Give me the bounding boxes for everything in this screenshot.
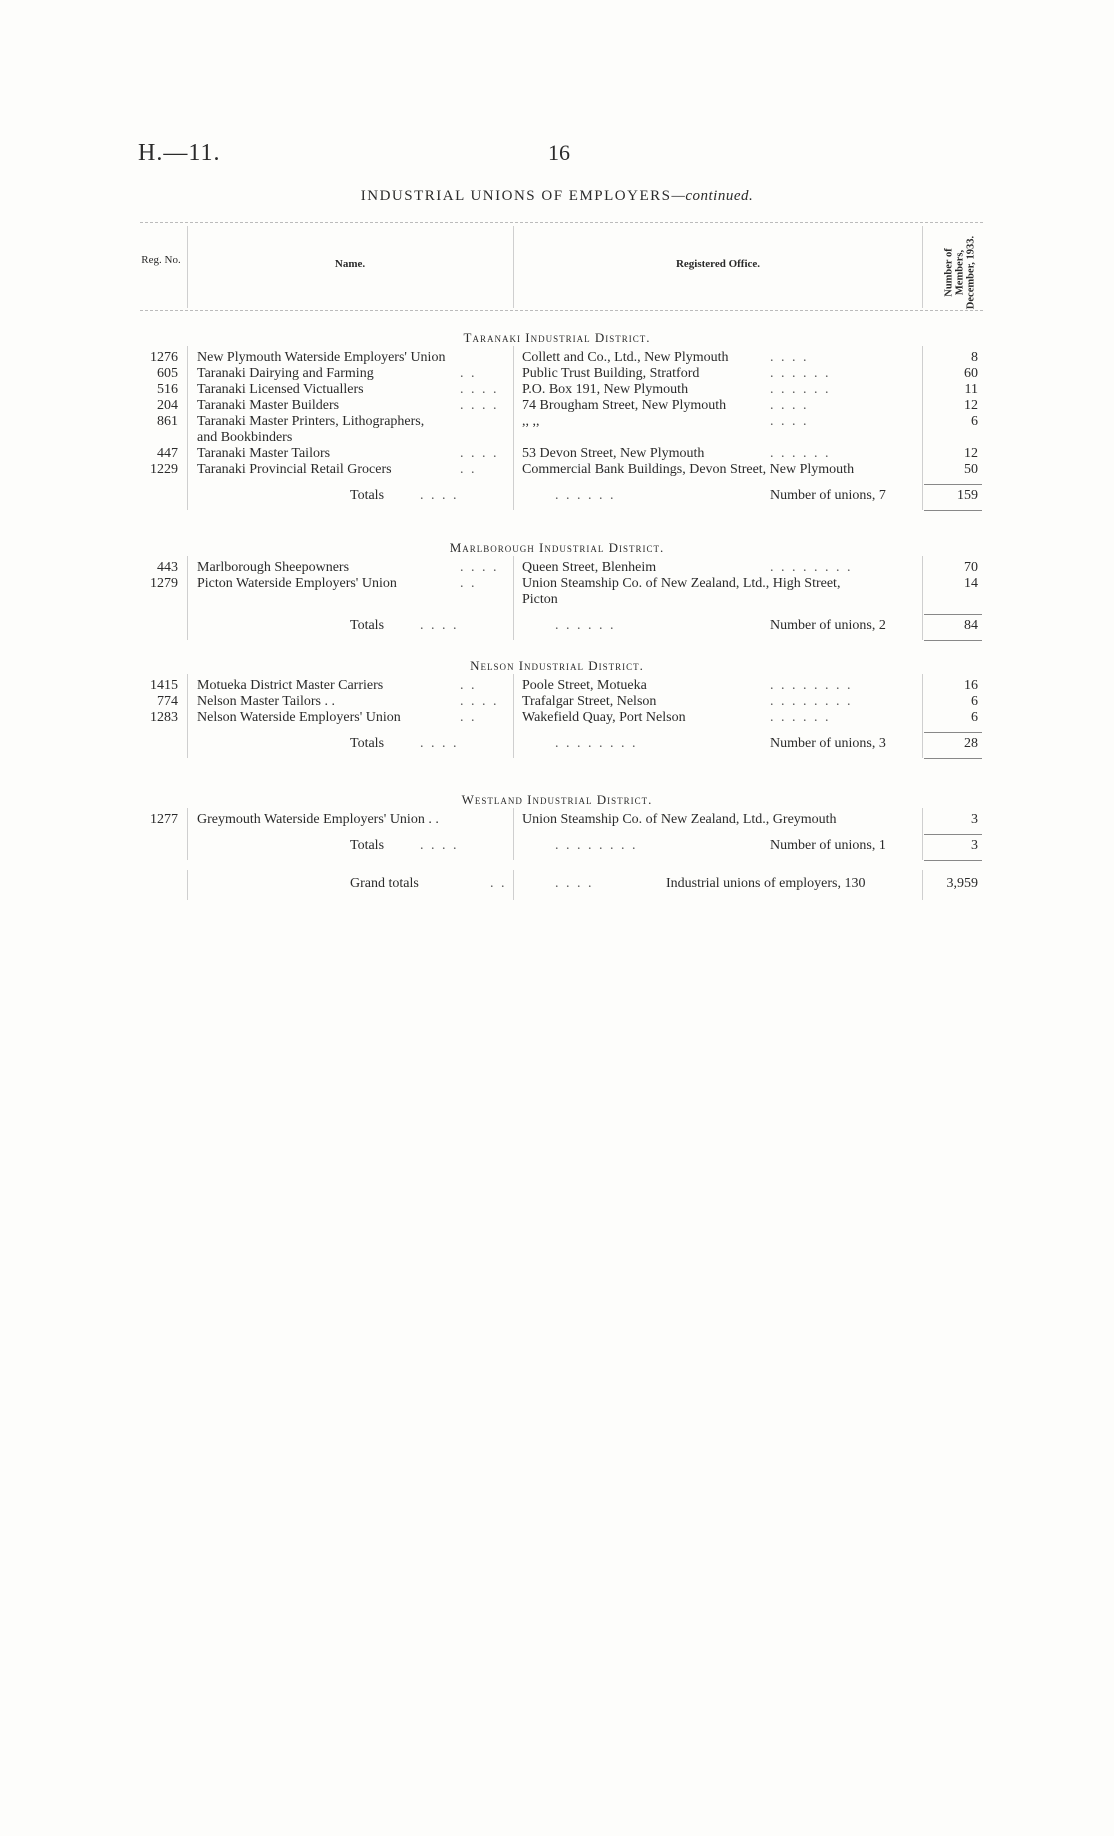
totals-row [0,618,1114,636]
leader-dots: . . . . [460,446,499,461]
table-row [0,398,1114,414]
union-name-text: Motueka District Master Carriers [197,678,384,693]
table-row [0,812,1114,828]
column-divider [187,808,188,860]
table-row [0,430,1114,446]
reg-number: 1277 [150,812,178,827]
grand-totals-label: Grand totals [350,876,419,891]
table-row [0,462,1114,478]
leader-dots: . . . . . . [770,366,831,381]
reg-number: 605 [157,366,178,381]
leader-dots: . . . . [460,398,499,413]
reg-number: 861 [157,414,178,429]
leader-dots: . . [460,678,477,693]
leader-dots: . . [460,462,477,477]
leader-dots: . . [460,576,477,591]
leader-dots: . . . . . . [555,488,616,503]
totals-rule [924,484,982,485]
column-divider [513,674,514,758]
column-divider [513,346,514,510]
table-row [0,576,1114,592]
column-divider [513,870,514,900]
column-divider [922,556,923,640]
member-count: 3 [971,812,978,827]
union-name-text: New Plymouth Waterside Employers' Union [197,350,446,365]
registered-office: Poole Street, Motueka [522,678,647,693]
header-top-rule [140,222,983,223]
grand-totals-value: 3,959 [946,876,978,891]
column-header-members [918,226,1002,310]
totals-rule [924,640,982,641]
registered-office: Collett and Co., Ltd., New Plymouth [522,350,729,365]
member-count: 6 [971,414,978,429]
document-code: H.—11. [138,140,221,166]
registered-office: Union Steamship Co. of New Zealand, Ltd., High Street, [522,576,841,591]
leader-dots: . . . . . . . . [555,838,638,853]
leader-dots: . . . . [460,382,499,397]
union-name-text: Taranaki Master Builders [197,398,340,413]
union-name-text: Taranaki Master Tailors [197,446,331,461]
totals-rule [924,758,982,759]
column-divider [922,674,923,758]
member-count: 12 [964,446,978,461]
leader-dots: . . . . . . [555,618,616,633]
totals-row [0,488,1114,506]
column-header-name: Name. [334,258,366,270]
table-row [0,414,1114,430]
page-number: 16 [548,140,570,165]
column-header-reg: Reg. No. [141,254,181,266]
registered-office: Commercial Bank Buildings, Devon Street, New Plymouth [522,462,855,477]
totals-rule [924,860,982,861]
table-row [0,694,1114,710]
leader-dots: . . . . [770,398,809,413]
leader-dots: . . . . . . [770,710,831,725]
totals-value: 3 [971,838,978,853]
member-count: 60 [964,366,978,381]
table-row [0,710,1114,726]
union-name-text: Marlborough Sheepowners [197,560,350,575]
column-divider [922,870,923,900]
totals-label: Totals [350,838,385,853]
union-name-text: Picton Waterside Employers' Union [197,576,397,591]
column-header-members-text: Number of Members, December, 1933. [943,235,977,310]
leader-dots: . . . . [420,736,459,751]
column-divider [922,808,923,860]
totals-union-count: Number of unions, 3 [770,736,886,751]
reg-number: 1283 [150,710,178,725]
union-name-text: Greymouth Waterside Employers' Union . . [197,812,439,827]
column-divider [187,556,188,640]
column-divider [922,346,923,510]
union-name-text: Taranaki Dairying and Farming [197,366,374,381]
registered-office: Union Steamship Co. of New Zealand, Ltd., Greymouth [522,812,837,827]
registered-office: 53 Devon Street, New Plymouth [522,446,705,461]
totals-union-count: Number of unions, 1 [770,838,886,853]
district-heading: Marlborough Industrial District. [449,540,665,555]
table-row [0,382,1114,398]
union-name-text: Nelson Master Tailors . . [197,694,335,709]
reg-number: 1415 [150,678,178,693]
column-divider [513,808,514,860]
column-divider [187,346,188,510]
leader-dots: . . . . . . . . [555,736,638,751]
table-row [0,366,1114,382]
leader-dots: . . . . . . [770,446,831,461]
district-heading: Taranaki Industrial District. [463,330,651,345]
title-main: INDUSTRIAL UNIONS OF EMPLOYERS [360,188,672,204]
totals-rule [924,834,982,835]
table-row [0,446,1114,462]
leader-dots: . . [490,876,507,891]
member-count: 6 [971,694,978,709]
column-divider [513,556,514,640]
totals-union-count: Number of unions, 7 [770,488,886,503]
totals-label: Totals [350,488,385,503]
union-name-text: Taranaki Master Printers, Lithographers, [197,414,425,429]
district-heading: Nelson Industrial District. [470,658,644,673]
member-count: 8 [971,350,978,365]
reg-number: 204 [157,398,178,413]
reg-number: 1276 [150,350,178,365]
header-divider-1 [187,226,188,308]
member-count: 12 [964,398,978,413]
table-row [0,560,1114,576]
registered-office: Queen Street, Blenheim [522,560,657,575]
leader-dots: . . [460,366,477,381]
header-divider-2 [513,226,514,308]
district-heading: Westland Industrial District. [461,792,653,807]
reg-number: 1279 [150,576,178,591]
leader-dots: . . . . [420,838,459,853]
leader-dots: . . . . [770,414,809,429]
leader-dots: . . [460,710,477,725]
page-title [0,188,1114,205]
leader-dots: . . . . [420,488,459,503]
union-name-text: Nelson Waterside Employers' Union [197,710,401,725]
member-count: 50 [964,462,978,477]
leader-dots: . . . . [460,694,499,709]
grand-totals-row [0,876,1114,894]
table-row [0,350,1114,366]
totals-rule [924,732,982,733]
leader-dots: . . . . [770,350,809,365]
totals-value: 28 [964,736,978,751]
union-name-text: Taranaki Licensed Victuallers [197,382,364,397]
leader-dots: . . . . [420,618,459,633]
totals-label: Totals [350,618,385,633]
header-bottom-rule [140,310,983,311]
totals-union-count: Number of unions, 2 [770,618,886,633]
totals-row [0,838,1114,856]
leader-dots: . . . . [460,560,499,575]
registered-office: Public Trust Building, Stratford [522,366,700,381]
table-row [0,592,1114,608]
member-count: 70 [964,560,978,575]
reg-number: 443 [157,560,178,575]
column-divider [187,674,188,758]
union-name-text: Taranaki Provincial Retail Grocers [197,462,392,477]
title-suffix: —continued. [671,188,754,204]
table-row [0,678,1114,694]
totals-rule [924,614,982,615]
registered-office: P.O. Box 191, New Plymouth [522,382,689,397]
column-header-office: Registered Office. [675,258,761,270]
registered-office: Picton [522,592,558,607]
leader-dots: . . . . . . [770,382,831,397]
reg-number: 774 [157,694,178,709]
registered-office: ,, ,, [522,414,540,429]
registered-office: Trafalgar Street, Nelson [522,694,657,709]
totals-value: 84 [964,618,978,633]
totals-label: Totals [350,736,385,751]
reg-number: 447 [157,446,178,461]
registered-office: 74 Brougham Street, New Plymouth [522,398,727,413]
totals-row [0,736,1114,754]
leader-dots: . . . . . . . . [770,560,853,575]
leader-dots: . . . . [555,876,594,891]
leader-dots: . . . . . . . . [770,678,853,693]
reg-number: 1229 [150,462,178,477]
grand-totals-text: Industrial unions of employers, 130 [666,876,866,891]
member-count: 6 [971,710,978,725]
leader-dots: . . . . . . . . [770,694,853,709]
reg-number: 516 [157,382,178,397]
totals-value: 159 [957,488,978,503]
totals-rule [924,510,982,511]
member-count: 14 [964,576,978,591]
union-name-text: and Bookbinders [197,430,293,445]
column-divider [187,870,188,900]
registered-office: Wakefield Quay, Port Nelson [522,710,686,725]
member-count: 16 [964,678,978,693]
member-count: 11 [964,382,978,397]
